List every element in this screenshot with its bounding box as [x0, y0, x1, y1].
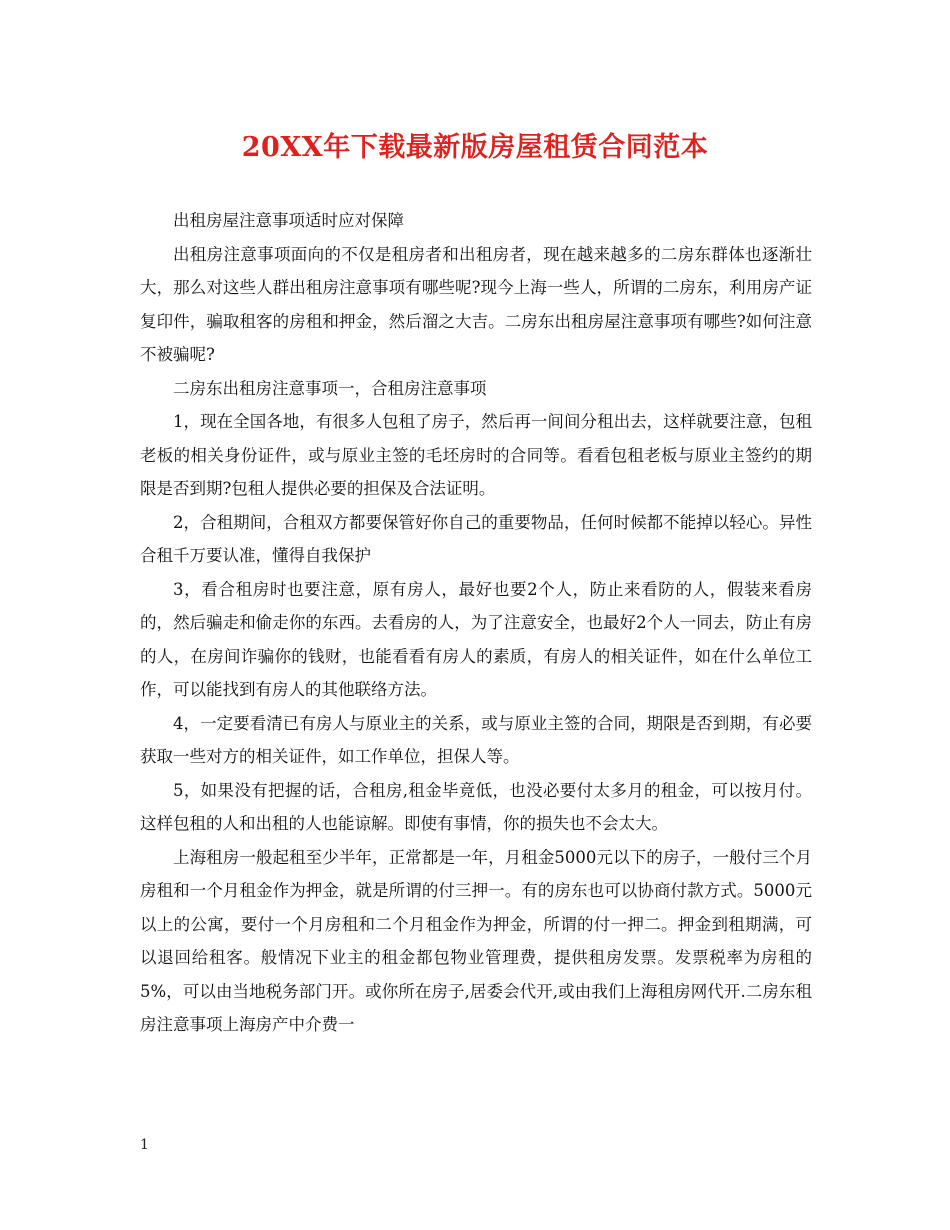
paragraph-item-5: 5，如果没有把握的话，合租房,租金毕竟低，也没必要付太多月的租金，可以按月付。这样包租的人和出租的人也能谅解。即使有事情，你的损失也不会太大。	[140, 780, 812, 833]
page-number: 1	[140, 1137, 149, 1153]
paragraph-item-1: 1，现在全国各地，有很多人包租了房子，然后再一间间分租出去，这样就要注意，包租老板的相关身份证件，或与原业主签的毛坯房时的合同等。看看包租老板与原业主签约的期限是否到期?包租人提供必要的担保及合法证明。	[140, 412, 812, 498]
paragraph-item-2: 2，合租期间，合租双方都要保管好你自己的重要物品，任何时候都不能掉以轻心。异性合租千万要认准，懂得自我保护	[140, 512, 812, 565]
document-title: 20XX年下载最新版房屋租赁合同范本	[241, 132, 709, 163]
paragraph-item-3: 3，看合租房时也要注意，原有房人，最好也要2个人，防止来看防的人，假装来看房的，然后骗走和偷走你的东西。去看房的人，为了注意安全，也最好2个人一同去，防止有房的人，在房间诈骗你的钱财，也能看看有房人的素质，有房人的相关证件，如在什么单位工作，可以能找到有房人的其他联络方法。	[140, 579, 812, 699]
paragraph-shanghai-rent: 上海租房一般起租至少半年，正常都是一年，月租金5000元以下的房子，一般付三个月房租和一个月租金作为押金，就是所谓的付三押一。有的房东也可以协商付款方式。5000元以上的公寓，要付一个月房租和二个月租金作为押金，所谓的付一押二。押金到租期满，可以退回给租客。般情况下业主的租金都包物业管理费，提供租房发票。发票税率为房租的5%，可以由当地税务部门开。或你所在房子,居委会代开,或由我们上海租房网代开.二房东租房注意事项上海房产中介费一	[140, 847, 812, 1034]
document-body	[140, 204, 812, 1042]
paragraph-heading-notes: 出租房屋注意事项适时应对保障	[173, 211, 404, 230]
paragraph-item-4: 4，一定要看清已有房人与原业主的关系，或与原业主签的合同，期限是否到期，有必要获取一些对方的相关证件，如工作单位，担保人等。	[140, 713, 812, 766]
paragraph-intro: 出租房注意事项面向的不仅是租房者和出租房者，现在越来越多的二房东群体也逐渐壮大，那么对这些人群出租房注意事项有哪些呢?现今上海一些人，所谓的二房东，利用房产证复印件，骗取租客的房租和押金，然后溜之大吉。二房东出租房屋注意事项有哪些?如何注意不被骗呢?	[140, 244, 812, 364]
paragraph-section-heading: 二房东出租房注意事项一，合租房注意事项	[173, 378, 487, 398]
